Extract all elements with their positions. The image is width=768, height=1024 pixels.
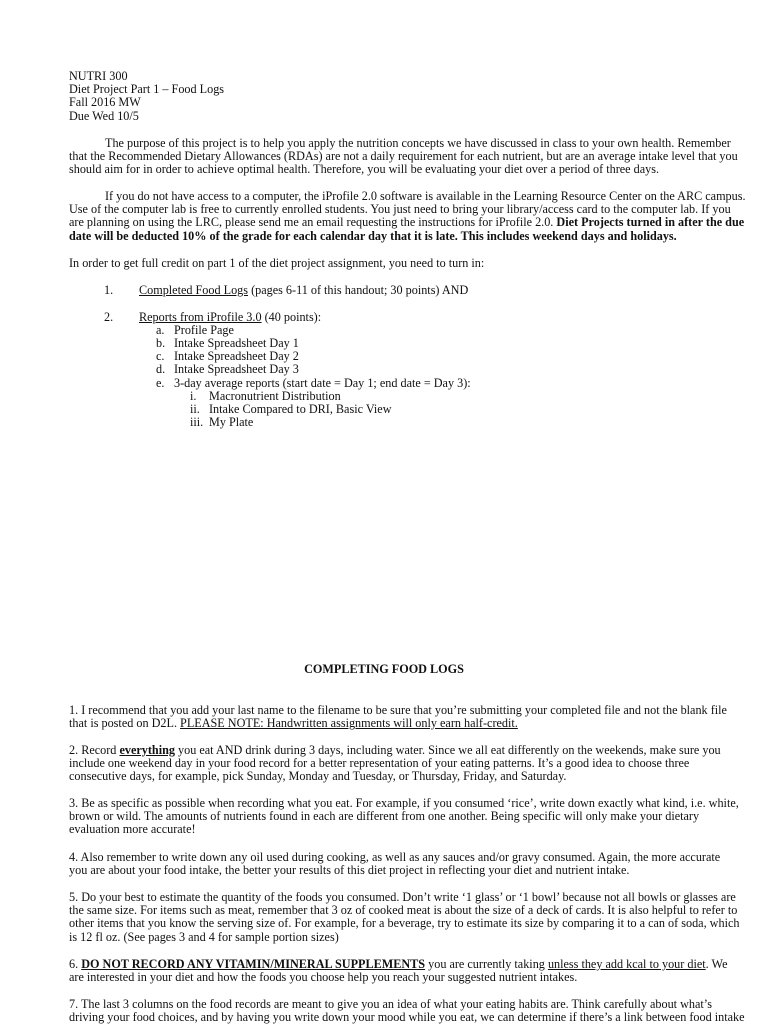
paragraph-line: 1. I recommend that you add your last name to the filename to be sure that you’re submitting your completed file and not the blank file bbox=[69, 703, 727, 717]
document-header bbox=[69, 70, 717, 123]
paragraph-line: In order to get full credit on part 1 of the diet project assignment, you need to turn in: bbox=[69, 256, 485, 270]
step-2: 2. Record everything you eat AND drink during 3 days, including water. Since we all eat differently on the weekends, make sure you include one weekend day in your food record for a better representation of your eating patterns. It’s a good idea to choose three consecutive days, for example, pick Sunday, Monday and Tuesday, or Thursday, Friday, and Saturday. bbox=[69, 743, 721, 784]
paragraph-line: other items that you know the serving size of. For example, for a beverage, try to estimate its size by comparing it to a can of soda, which bbox=[69, 916, 740, 931]
intro-paragraph-2 bbox=[69, 189, 746, 243]
supplements-warning: DO NOT RECORD ANY VITAMIN/MINERAL SUPPLEMENTS bbox=[81, 957, 426, 971]
list-item bbox=[139, 284, 468, 297]
step-4 bbox=[69, 850, 721, 878]
handwritten-note: PLEASE NOTE: Handwritten assignments will only earn half-credit. bbox=[180, 716, 518, 731]
paragraph-line: driving your food choices, and by having you write down your mood while you eat, we can determine if there’s a link between food intake bbox=[69, 1010, 745, 1024]
requirement-title: Reports from iProfile 3.0 bbox=[139, 310, 262, 324]
kcal-exception: unless they add kcal to your diet bbox=[547, 957, 706, 971]
requirement-detail: (pages 6-11 of this handout; 30 points) AND bbox=[248, 283, 469, 297]
sub-item: a. Profile Page bbox=[156, 323, 234, 337]
sub-item: e. 3-day average reports (start date = Day 1; end date = Day 3): bbox=[156, 376, 471, 390]
paragraph-line: should aim for in order to achieve optimal health. Therefore, you will be evaluating your diet over a period of three days. bbox=[69, 162, 659, 177]
paragraph-line: you are about your food intake, the better your results of this diet project in reflecting your diet and nutrient intake. bbox=[69, 863, 630, 878]
step-6: 6. DO NOT RECORD ANY VITAMIN/MINERAL SUPPLEMENTS you are currently taking unless they add kcal to your diet. We are interested in your diet and how the foods you choose help you reach your suggested nutrient intakes. bbox=[69, 957, 728, 985]
paragraph-line: consecutive days, for example, pick Sunday, Monday and Tuesday, or Thursday, Friday, and Saturday. bbox=[69, 769, 567, 784]
sub-sub-item: ii. Intake Compared to DRI, Basic View bbox=[190, 402, 392, 416]
paragraph-line: include one weekend day in your food record for a better representation of your eating patterns. It’s a good idea to choose three bbox=[69, 756, 690, 771]
paragraph-line: If you do not have access to a computer, the iProfile 2.0 software is available in the Learning Resource Center on the ARC campus. bbox=[105, 189, 746, 203]
sub-sub-item: i. Macronutrient Distribution bbox=[190, 389, 341, 403]
late-policy-text: Diet Projects turned in after the due bbox=[556, 215, 745, 230]
requirement-title: Completed Food Logs bbox=[139, 283, 249, 297]
section-heading: COMPLETING FOOD LOGS bbox=[304, 662, 464, 676]
paragraph-line: 3. Be as specific as possible when recording what you eat. For example, if you consumed ‘rice’, write down exactly what kind, i.e. white, bbox=[69, 796, 739, 810]
paragraph-line: 7. The last 3 columns on the food records are meant to give you an idea of what your eating habits are. Think carefully about what’s bbox=[69, 997, 712, 1011]
paragraph-line: 5. Do your best to estimate the quantity of the foods you consumed. Don’t write ‘1 glass’ or ‘1 bowl’ because not all bowls or glasses are bbox=[69, 890, 736, 904]
paragraph-line: is 12 fl oz. (See pages 3 and 4 for sample portion sizes) bbox=[69, 929, 339, 944]
paragraph-line: are planning on using the LRC, please send me an email requesting the instructions for iProfile 2.0. bbox=[69, 215, 557, 230]
due-date: Due Wed 10/5 bbox=[69, 108, 139, 123]
step-7 bbox=[69, 997, 745, 1024]
step-5 bbox=[69, 890, 740, 944]
step-1 bbox=[69, 703, 727, 731]
paragraph-line: the same size. For items such as meat, remember that 3 oz of cooked meat is about the size of a deck of cards. It is also helpful to refer to bbox=[69, 903, 738, 918]
sub-sub-item: iii. My Plate bbox=[190, 415, 254, 429]
intro-paragraph-1 bbox=[69, 136, 738, 177]
sub-item: d. Intake Spreadsheet Day 3 bbox=[156, 362, 299, 376]
list-number: 1. bbox=[104, 283, 114, 297]
late-policy-text: date will be deducted 10% of the grade for each calendar day that it is late. This includes weekend days and holidays. bbox=[69, 228, 677, 243]
sub-item: b. Intake Spreadsheet Day 1 bbox=[156, 336, 299, 350]
sub-item: c. Intake Spreadsheet Day 2 bbox=[156, 349, 299, 363]
paragraph-line: Use of the computer lab is free to currently enrolled students. You just need to bring your library/access card to the computer lab. If you bbox=[69, 202, 731, 217]
paragraph-line: that is posted on D2L. bbox=[69, 716, 181, 731]
step-3 bbox=[69, 796, 739, 837]
term: Fall 2016 MW bbox=[69, 95, 141, 110]
requirement-detail: (40 points): bbox=[261, 310, 322, 324]
paragraph-line: that the Recommended Dietary Allowances (RDAs) are not a daily requirement for each nutrient, but are an average intake level that you bbox=[69, 149, 738, 164]
project-title: Diet Project Part 1 – Food Logs bbox=[69, 82, 225, 97]
paragraph-line: are interested in your diet and how the foods you choose help you reach your suggested nutrient intakes. bbox=[69, 970, 578, 985]
paragraph-line: The purpose of this project is to help you apply the nutrition concepts we have discussed in class to your own health. Remember bbox=[105, 136, 731, 150]
emphasis-everything: everything bbox=[119, 743, 175, 757]
intro-paragraph-3 bbox=[69, 257, 717, 270]
list-number: 2. bbox=[104, 310, 114, 324]
course-code: NUTRI 300 bbox=[69, 69, 128, 83]
paragraph-line: 4. Also remember to write down any oil used during cooking, as well as any sauces and/or gravy consumed. Again, the more accurate bbox=[69, 850, 721, 864]
paragraph-line: brown or wild. The amounts of nutrients found in each are different from one another. Being specific will only make your dietary bbox=[69, 809, 700, 824]
paragraph-line: evaluation more accurate! bbox=[69, 822, 196, 837]
